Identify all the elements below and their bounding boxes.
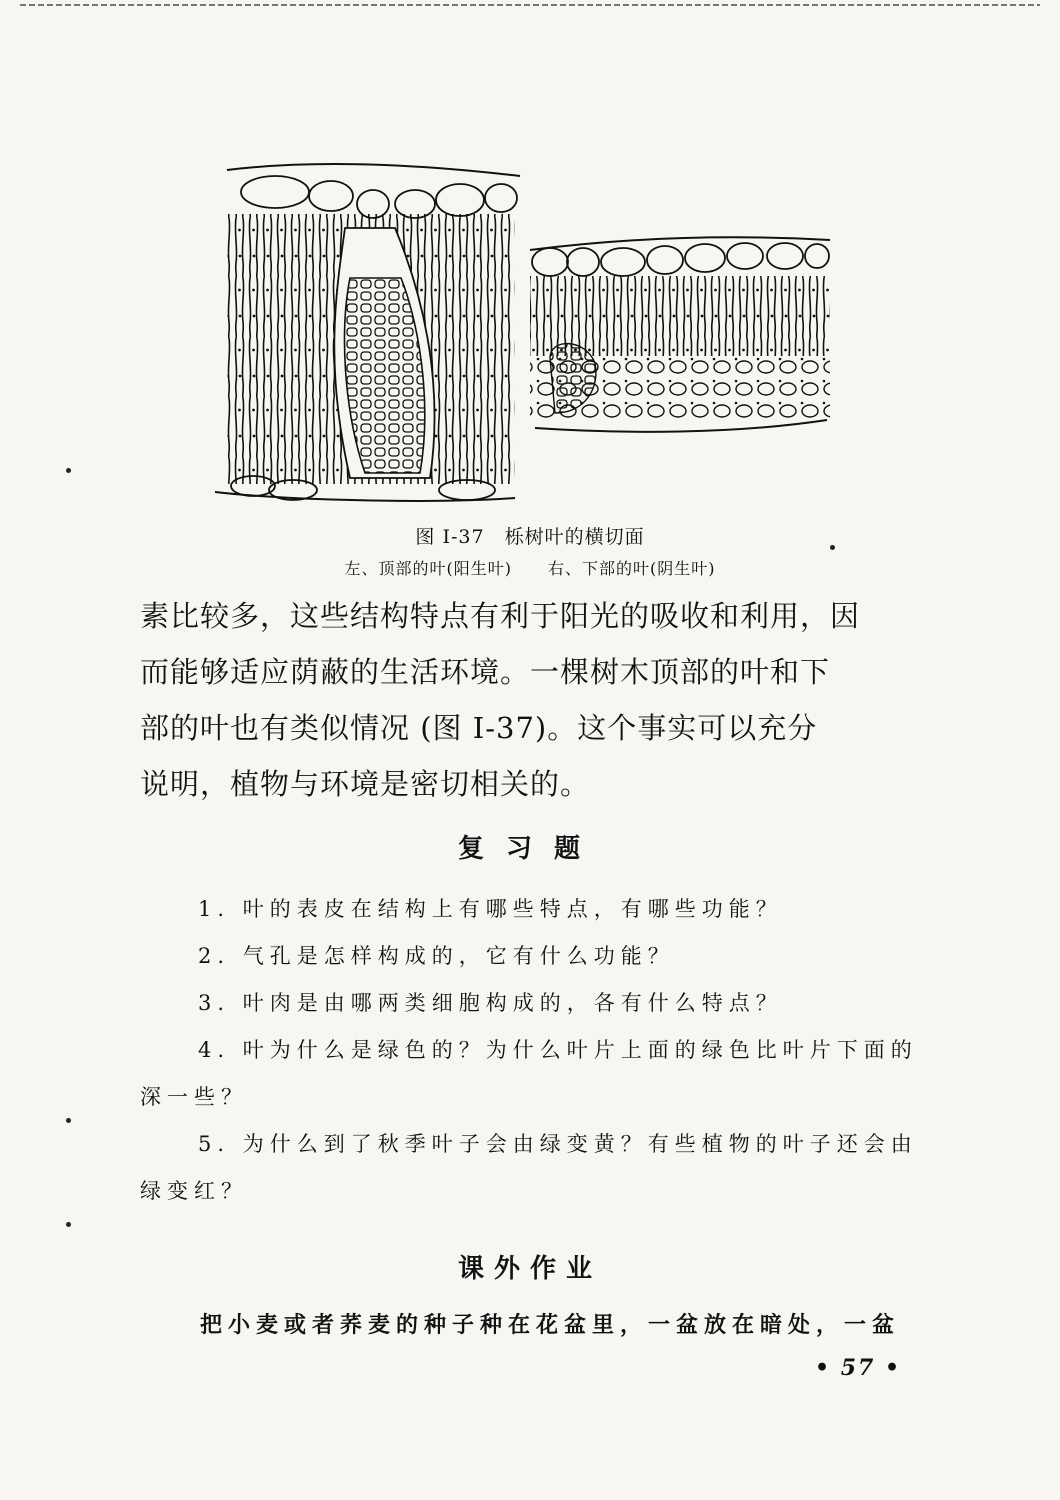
review-question: 2. 气孔是怎样构成的，它有什么功能？ bbox=[198, 944, 675, 968]
review-question: 1. 叶的表皮在结构上有哪些特点，有哪些功能？ bbox=[198, 897, 783, 921]
extra-work-text: 把小麦或者荞麦的种子种在花盆里，一盆放在暗处，一盆 bbox=[200, 1313, 901, 1338]
review-question: 5. 为什么到了秋季叶子会由绿变黄？有些植物的叶子还会由绿变红？ bbox=[140, 1132, 918, 1203]
shade-leaf-diagram bbox=[530, 237, 830, 432]
review-question: 4. 叶为什么是绿色的？为什么叶片上面的绿色比叶片下面的深一些？ bbox=[140, 1038, 918, 1109]
review-question: 3. 叶肉是由哪两类细胞构成的，各有什么特点？ bbox=[198, 991, 783, 1015]
scan-speck bbox=[66, 1222, 71, 1227]
body-line: 说明，植物与环境是密切相关的。 bbox=[140, 767, 591, 801]
figure-caption: 图 I-37 栎树叶的横切面 bbox=[415, 526, 645, 548]
sun-leaf-diagram bbox=[215, 164, 520, 501]
body-line: 部的叶也有类似情况 (图 I-37)。这个事实可以充分 bbox=[140, 711, 818, 745]
page-number: • 57 • bbox=[815, 1355, 902, 1381]
figure-sub-caption bbox=[0, 556, 1060, 579]
body-line: 素比较多，这些结构特点有利于阳光的吸收和利用，因 bbox=[140, 599, 861, 633]
right-leaf-label: 右、下部的叶(阴生叶) bbox=[548, 559, 716, 578]
leaf-cross-section-figure bbox=[205, 158, 845, 508]
review-questions bbox=[140, 886, 920, 1215]
left-leaf-label: 左、顶部的叶(阳生叶) bbox=[344, 559, 512, 578]
extra-work-heading: 课外作业 bbox=[457, 1254, 602, 1284]
scan-speck bbox=[66, 468, 71, 473]
review-heading: 复习题 bbox=[457, 834, 602, 864]
top-scan-rule bbox=[20, 4, 1040, 6]
scan-speck bbox=[66, 1118, 71, 1123]
body-paragraph bbox=[140, 588, 920, 812]
body-line: 而能够适应荫蔽的生活环境。一棵树木顶部的叶和下 bbox=[140, 655, 831, 689]
scan-speck bbox=[830, 545, 835, 550]
